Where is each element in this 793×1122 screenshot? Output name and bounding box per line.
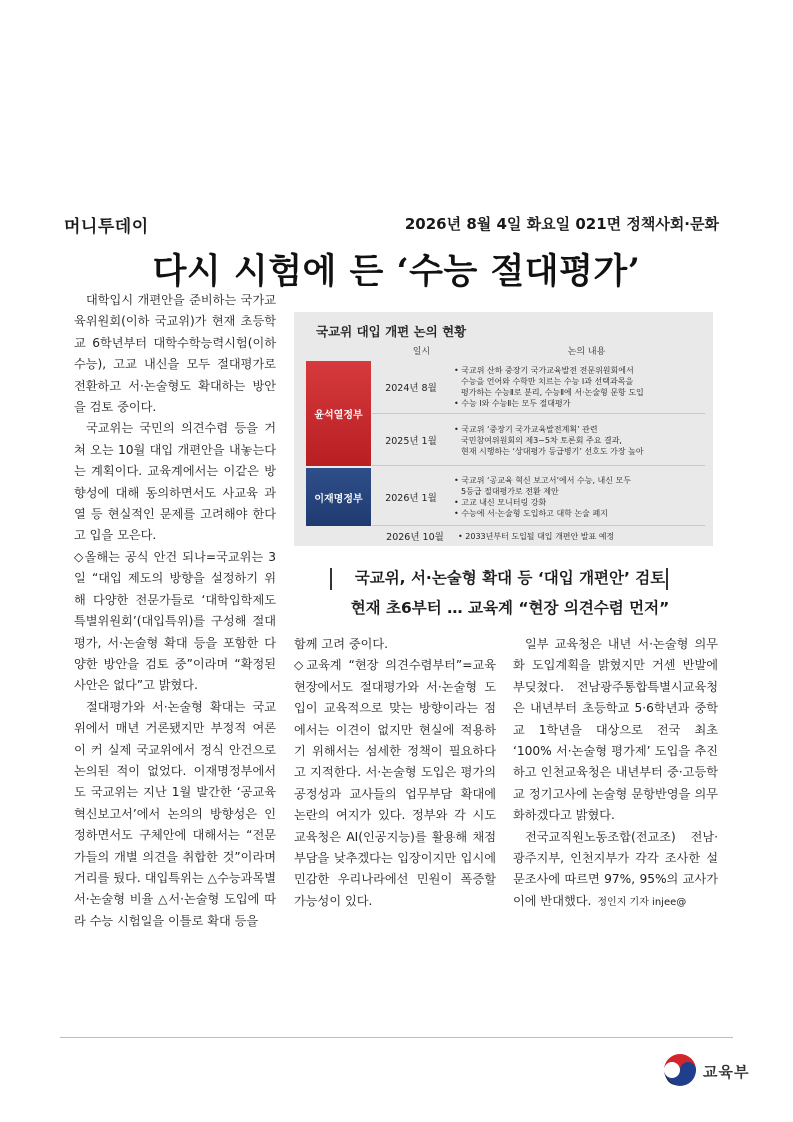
table-last-row [294, 526, 713, 546]
deck-bar-right [666, 568, 668, 590]
table-row [372, 415, 705, 466]
dateline: 2026년 8월 4일 화요일 021면 정책사회·문화 [404, 215, 719, 233]
row-date: 2025년 1월 [385, 436, 437, 447]
row-date: 2024년 8월 [385, 383, 437, 394]
content-line: • 국교위 ‘중장기 국가교육발전계획’ 관련 [454, 424, 598, 434]
paragraph: 대학입시 개편안을 준비하는 국가교육위원회(이하 국교위)가 현재 초등학교 6학년부터 대학수학능력시험(이하 수능), 고교 내신을 모두 절대평가로 전환하고 서·논술형도 확대하는 방안을 검토 중이다. [74, 293, 276, 415]
footer-divider [60, 1037, 733, 1038]
byline: 정인지 기자 injee@ [597, 896, 687, 908]
row-content [454, 361, 701, 413]
article-column-1 [74, 290, 276, 932]
deck-line-1: 국교위, 서·논술형 확대 등 ‘대입 개편안’ 검토 [354, 569, 666, 587]
paragraph [513, 827, 718, 914]
article-column-2 [294, 634, 496, 912]
row-content: • 2033년부터 도입될 대입 개편안 발표 예정 [458, 531, 615, 541]
table-row [372, 468, 705, 526]
deck-line-2: 현재 초6부터 … 교육계 “현장 의견수렴 먼저” [350, 599, 670, 617]
content-line: • 국교위 ‘공교육 혁신 보고서’에서 수능, 내신 모두 [454, 475, 631, 485]
row-date: 2026년 1월 [385, 492, 437, 504]
row-date: 2026년 10월 [386, 532, 444, 543]
ministry-name: 교육부 [703, 1063, 750, 1081]
content-line: • 수능 Ⅰ와 수능Ⅱ는 모두 절대평가 [454, 399, 571, 408]
content-line: 5등급 절대평가로 전환 제안 [461, 486, 559, 496]
content-line: • 고교 내신 모니터링 강화 [454, 497, 547, 507]
row-content [454, 415, 701, 465]
content-line: 수능을 언어와 수학만 치르는 수능 Ⅰ과 선택과목을 [461, 377, 634, 386]
paragraph: 국교위는 국민의 의견수렴 등을 거쳐 오는 10월 대입 개편안을 내놓는다는 계획이다. 교육계에서는 이같은 방향성에 대해 동의하면서도 사교육 과열 등 현실적인 문제를 고려해야 한다고 입을 모은다. [74, 421, 276, 543]
content-line: • 국교위 산하 중장기 국가교육발전 전문위원회에서 [454, 366, 634, 375]
paragraph: 일부 교육청은 내년 서·논술형 의무화 도입계획을 밝혔지만 거센 반발에 부딪쳤다. 전남광주통합특별시교육청은 내년부터 초등학교 5·6학년과 중학교 1학년을 대상으로 전국 최초 ‘100% 서·논술형 평가제’ 도입을 추진하고 인천교육청은 내년부터 중·고등학교 정기고사에 논술형 문항반영을 의무화하겠다고 밝혔다. [513, 637, 718, 823]
deck-bar-left [330, 568, 332, 590]
paragraph: 절대평가와 서·논술형 확대는 국교위에서 매년 거론됐지만 부정적 여론이 커 실제 국교위에서 정식 안건으로 논의된 적이 없었다. 이재명정부에서도 국교위는 지난 1월 발간한 ‘공교육 혁신보고서’에서 논의의 방향성은 인정하면서도 구체안에 대해서는 “전문가들의 개별 의견을 취합한 것”이라며 거리를 뒀다. 대입특위는 △수능과목별 서·논술형 비율 △서·논술형 도입에 따라 수능 시험일을 이틀로 확대 등을 [74, 699, 276, 928]
subheading-paragraph: ◇올해는 공식 안건 되나=국교위는 3일 “대입 제도의 방향을 설정하기 위해 다양한 전문가들로 ‘대학입학제도 특별위원회’(대입특위)를 구성해 절대평가, 서·논술형 확대 등을 포함한 다양한 방안을 검토 중”이라며 “확정된 사안은 없다”고 밝혔다. [74, 549, 276, 693]
table-row [372, 361, 705, 414]
headline: 다시 시험에 든 ‘수능 절대평가’ [152, 251, 641, 292]
government-label-lee: 이재명정부 [306, 468, 371, 526]
table-header-content: 논의 내용 [567, 347, 606, 357]
content-line: 평가하는 수능Ⅱ로 분리, 수능Ⅱ에 서·논술형 문항 도입 [461, 388, 644, 397]
paragraph-text: 전국교직원노동조합(전교조) 전남·광주지부, 인천지부가 각각 조사한 설문조사에 따르면 97%, 95%의 교사가 이에 반대했다. [513, 829, 718, 908]
table-title: 국교위 대입 개편 논의 현황 [316, 324, 467, 339]
subheading-paragraph: ◇교육계 “현장 의견수렴부터”=교육현장에서도 절대평가와 서·논술형 도입이 교육적으로 맞는 방향이라는 점에서는 이견이 없지만 현실에 적용하기 위해서는 섬세한 정책이 필요하다고 지적한다. 서·논술형 도입은 평가의 공정성과 교사들의 업무부담 확대에 논란의 여지가 있다. 정부와 각 시도 교육청은 AI(인공지능)를 활용해 채점부담을 낮추겠다는 입장이지만 입시에 민감한 우리나라에선 민원이 폭증할 가능성이 있다. [294, 658, 496, 908]
discussion-status-table [294, 312, 713, 536]
government-label-yoon: 윤석열정부 [306, 361, 371, 466]
article-column-3 [513, 634, 718, 913]
table-header-date: 일시 [412, 347, 431, 357]
content-line: 현재 시행하는 ‘상대평가 등급병기’ 선호도 가장 높아 [461, 446, 644, 456]
row-content [454, 468, 701, 525]
publication-name: 머니투데이 [64, 217, 149, 237]
paragraph: 함께 고려 중이다. [294, 637, 389, 651]
masthead [64, 212, 719, 236]
content-line: • 수능에 서·논술형 도입하고 대학 논술 폐지 [454, 508, 608, 518]
taegeuk-logo-icon [662, 1052, 698, 1088]
content-line: 국민참여위원회의 제3~5차 토론회 주요 결과, [461, 435, 622, 445]
